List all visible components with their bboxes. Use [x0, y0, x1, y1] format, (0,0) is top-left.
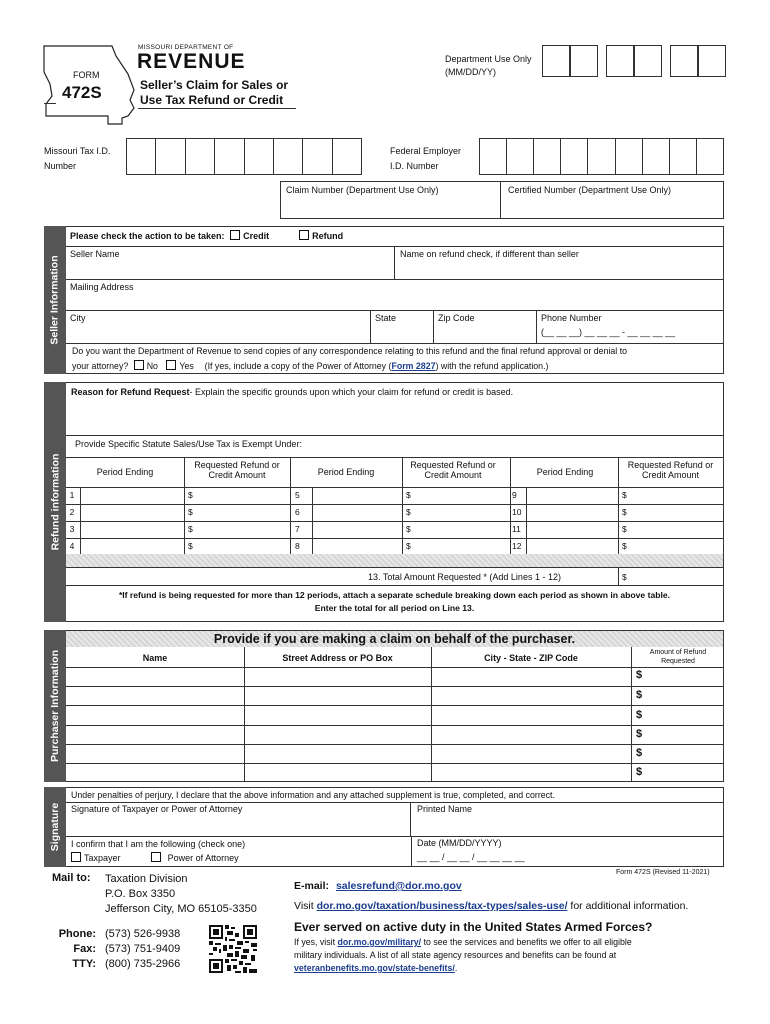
military-link[interactable]: dor.mo.gov/military/ [337, 937, 422, 947]
mailing-address-field[interactable] [66, 279, 723, 310]
reason-desc: - Explain the specific grounds upon which your claim for refund or credit is based. [189, 387, 514, 397]
refund-label: Refund [312, 231, 344, 241]
col-period-3: Period Ending [536, 467, 594, 477]
line-number: 9 [512, 490, 517, 500]
address-line-2: P.O. Box 3350 [105, 888, 176, 900]
dollar-sign: $ [622, 541, 627, 551]
purchaser-heading: Provide if you are making a claim on behalf of the purchaser. [213, 632, 576, 646]
dept-use-format: (MM/DD/YY) [445, 67, 496, 77]
col-period-2: Period Ending [317, 467, 375, 477]
credit-checkbox[interactable] [230, 230, 240, 240]
dollar-sign: $ [406, 507, 411, 517]
state-field[interactable] [371, 310, 434, 343]
signature-label: Signature of Taxpayer or Power of Attorney [71, 804, 243, 814]
fein-label-1: Federal Employer [390, 146, 462, 156]
visit-row [294, 900, 688, 912]
zip-label: Zip Code [438, 313, 475, 323]
poa-label: Power of Attorney [167, 853, 239, 863]
phone-label: Phone Number [541, 313, 602, 323]
poa-answer-row [72, 360, 548, 371]
purchaser-dollar: $ [636, 766, 643, 778]
state-label: State [375, 313, 397, 323]
seller-section [66, 226, 724, 374]
form-title-line2: Use Tax Refund or Credit [140, 93, 284, 107]
line-number: 1 [69, 490, 75, 500]
line-number: 4 [69, 541, 75, 551]
signature-field[interactable] [66, 802, 411, 836]
armed-line3-post: . [454, 963, 458, 973]
name-on-check-label: Name on refund check, if different than seller [400, 249, 579, 259]
mo-tax-id-label-2: Number [44, 161, 77, 171]
col-purchaser-name: Name [142, 653, 168, 663]
taxpayer-label: Taxpayer [84, 853, 121, 863]
email-link[interactable]: salesrefund@dor.mo.gov [335, 880, 462, 892]
city-field[interactable] [66, 310, 371, 343]
signature-section [66, 787, 724, 867]
fax-number: (573) 751-9409 [105, 943, 181, 955]
line-number: 7 [295, 524, 300, 534]
line-number: 6 [295, 507, 300, 517]
phone-format: (__ __ __) __ __ __ - __ __ __ __ [541, 327, 676, 337]
fax-label: Fax: [73, 943, 96, 955]
phone-field[interactable] [537, 310, 723, 343]
refund-grid [66, 457, 723, 554]
line-number: 3 [69, 524, 75, 534]
dollar-sign: $ [406, 490, 411, 500]
city-label: City [70, 313, 86, 323]
dollar-sign: $ [406, 541, 411, 551]
purchaser-dollar: $ [636, 669, 643, 681]
seller-name-field[interactable] [66, 246, 395, 279]
line-number: 11 [512, 524, 521, 534]
taxpayer-checkbox[interactable] [71, 852, 81, 862]
poa-yes-checkbox[interactable] [166, 360, 176, 370]
purchaser-dollar: $ [636, 728, 643, 740]
col-purchaser-city: City - State - ZIP Code [484, 653, 578, 663]
dollar-sign: $ [188, 507, 193, 517]
col-amount-2: Requested Refund or Credit Amount [410, 460, 496, 480]
refund-note-line1: *If refund is being requested for more than 12 periods, attach a separate schedule breaking down each period as shown in above table. [118, 590, 671, 600]
phone-labels [40, 927, 96, 972]
claim-number-label: Claim Number (Department Use Only) [286, 185, 439, 195]
revised-date: Form 472S (Revised 11-2021) [616, 869, 710, 876]
poa-question: Do you want the Department of Revenue to send copies of any correspondence relating to this refund and the final refund approval or denial to [72, 346, 628, 356]
dollar-sign: $ [622, 490, 627, 500]
line-number: 10 [512, 507, 522, 517]
form-number: 472S [62, 83, 102, 102]
sales-use-link[interactable]: dor.mo.gov/taxation/business/tax-types/sales-use/ [316, 900, 568, 912]
armed-line1-pre: If yes, visit [294, 937, 336, 947]
revenue-logo: REVENUE [137, 50, 246, 73]
date-label: Date (MM/DD/YYYY) [417, 838, 502, 848]
reason-label: Reason for Refund Request [71, 387, 190, 397]
col-amount-3: Requested Refund or Credit Amount [627, 460, 714, 480]
email-label: E-mail: [294, 880, 330, 892]
line-13-dollar: $ [622, 572, 627, 582]
refund-information-tab: Refund information [44, 382, 66, 622]
fein-label-2: I.D. Number [390, 161, 439, 171]
seller-information-tab: Seller Information [44, 226, 66, 374]
dept-use-only-label: Department Use Only [445, 54, 532, 64]
refund-checkbox[interactable] [299, 230, 309, 240]
statute-label: Provide Specific Statute Sales/Use Tax is Exempt Under: [75, 439, 302, 449]
line-number: 5 [295, 490, 300, 500]
form-2827-link[interactable]: Form 2827 [391, 361, 436, 371]
armed-line2: military individuals. A list of all state agency resources and benefits can be found at [294, 950, 617, 960]
poa-no-checkbox[interactable] [134, 360, 144, 370]
address-line-3: Jefferson City, MO 65105-3350 [105, 903, 257, 915]
form-label: FORM [73, 70, 100, 80]
reason-field[interactable] [66, 383, 723, 435]
statute-field[interactable] [66, 435, 723, 459]
poa-no-label: No [146, 361, 158, 371]
line-number: 2 [69, 507, 75, 517]
mailing-address-label: Mailing Address [70, 282, 134, 292]
armed-line1-post: to see the services and benefits we offer to all eligible [423, 937, 632, 947]
purchaser-dollar: $ [636, 747, 643, 759]
mo-tax-id-label-1: Missouri Tax I.D. [44, 146, 111, 156]
poa-yes-label: Yes [179, 361, 194, 371]
mo-tax-id-boxes[interactable] [126, 138, 362, 175]
seller-name-label: Seller Name [70, 249, 120, 259]
claim-number-field[interactable] [280, 181, 501, 219]
dollar-sign: $ [622, 524, 627, 534]
mail-to-label: Mail to: [52, 872, 91, 884]
visit-label: Visit [294, 900, 314, 912]
perjury-statement: Under penalties of perjury, I declare that the above information and any attached supplement is true, completed, and correct. [71, 790, 555, 800]
fein-boxes[interactable] [479, 138, 724, 175]
refund-section [66, 382, 724, 622]
col-purchaser-amount: Amount of Refund Requested [649, 649, 707, 665]
dollar-sign: $ [188, 490, 193, 500]
poa-note-pre: (If yes, include a copy of the Power of Attorney ( [204, 361, 392, 371]
printed-name-field[interactable] [411, 802, 723, 836]
line-number: 12 [512, 541, 522, 551]
action-prompt: Please check the action to be taken: [70, 231, 225, 241]
date-field[interactable] [412, 836, 723, 867]
certified-number-label: Certified Number (Department Use Only) [508, 185, 672, 195]
confirm-label: I confirm that I am the following (check one) [71, 839, 246, 849]
dept-small-label: MISSOURI DEPARTMENT OF [138, 44, 234, 51]
tty-number: (800) 735-2966 [105, 958, 181, 970]
armed-forces-heading: Ever served on active duty in the United States Armed Forces? [294, 920, 653, 934]
dollar-sign: $ [188, 541, 193, 551]
purchaser-information-tab: Purchaser Information [44, 630, 66, 782]
dollar-sign: $ [622, 507, 627, 517]
refund-note-line2: Enter the total for all period on Line 13. [314, 603, 475, 613]
address-line-1: Taxation Division [105, 873, 188, 885]
name-on-check-field[interactable] [395, 246, 723, 279]
form-title-line1: Seller’s Claim for Sales or [140, 78, 289, 92]
zip-field[interactable] [434, 310, 537, 343]
phone-number: (573) 526-9938 [105, 928, 181, 940]
phone-label: Phone: [58, 928, 96, 940]
armed-forces-text [294, 936, 632, 975]
poa-checkbox[interactable] [151, 852, 161, 862]
qr-code-icon [209, 925, 257, 973]
veteran-benefits-link[interactable]: veteranbenefits.mo.gov/state-benefits/ [294, 963, 455, 973]
confirm-options [68, 852, 239, 863]
poa-note-post: ) with the refund application.) [435, 361, 549, 371]
col-period-1: Period Ending [96, 467, 154, 477]
tty-label: TTY: [72, 958, 96, 970]
dollar-sign: $ [406, 524, 411, 534]
col-amount-1: Requested Refund or Credit Amount [194, 460, 280, 480]
signature-tab: Signature [44, 787, 66, 867]
credit-label: Credit [243, 231, 270, 241]
poa-your-attorney: your attorney? [72, 361, 129, 371]
phone-values [105, 927, 180, 972]
purchaser-dollar: $ [636, 689, 643, 701]
refund-grid-divider [66, 554, 723, 567]
date-format: __ __ / __ __ / __ __ __ __ [417, 852, 525, 862]
email-row [294, 880, 462, 892]
visit-post: for additional information. [570, 900, 689, 912]
line-number: 8 [295, 541, 300, 551]
dollar-sign: $ [188, 524, 193, 534]
line-13-label: 13. Total Amount Requested * (Add Lines 1 - 12) [368, 572, 561, 582]
col-purchaser-street: Street Address or PO Box [282, 653, 393, 663]
purchaser-dollar: $ [636, 709, 643, 721]
purchaser-section [66, 630, 724, 782]
action-row [70, 230, 343, 241]
printed-name-label: Printed Name [417, 804, 473, 814]
certified-number-field[interactable] [500, 181, 724, 219]
mail-address [105, 872, 257, 917]
